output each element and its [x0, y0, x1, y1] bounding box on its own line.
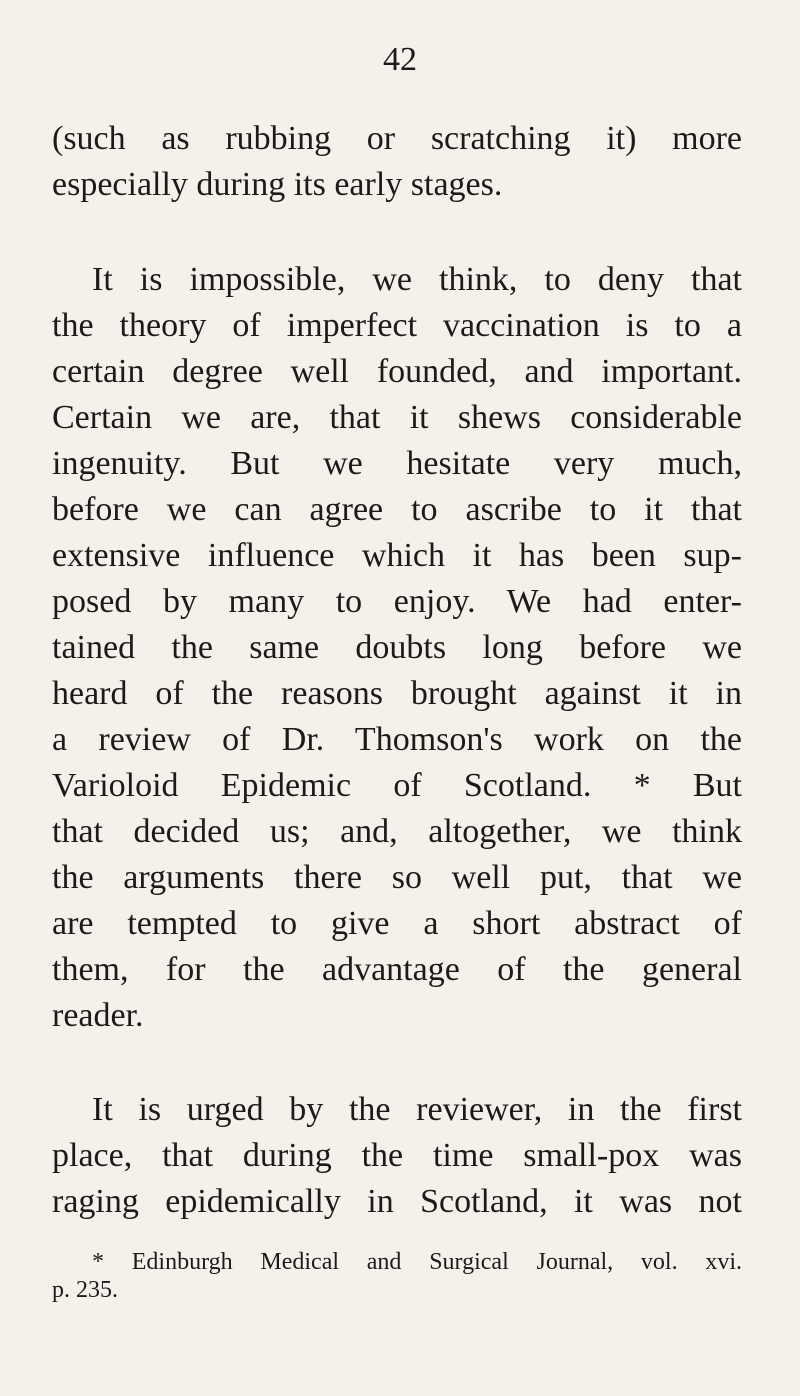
text-line: raging epidemically in Scotland, it was not	[52, 1183, 742, 1220]
footnote	[52, 1248, 742, 1304]
text-line: posed by many to enjoy. We had enter-	[52, 583, 742, 620]
text-line: heard of the reasons brought against it in	[52, 675, 742, 712]
text-line: extensive influence which it has been sup-	[52, 537, 742, 574]
text-line: the arguments there so well put, that we	[52, 859, 742, 896]
paragraph-3	[52, 1087, 742, 1225]
text-line: It is urged by the reviewer, in the first	[92, 1091, 742, 1128]
paragraph-1	[52, 116, 742, 208]
text-line: that decided us; and, altogether, we think	[52, 813, 742, 850]
paragraph-2	[52, 257, 742, 1039]
text-line: Certain we are, that it shews considerable	[52, 399, 742, 436]
text-line: them, for the advantage of the general	[52, 951, 742, 988]
text-line: the theory of imperfect vaccination is to a	[52, 307, 742, 344]
text-line: Varioloid Epidemic of Scotland. * But	[52, 767, 742, 804]
text-line: before we can agree to ascribe to it that	[52, 491, 742, 528]
text-line: (such as rubbing or scratching it) more	[52, 120, 742, 157]
text-line: certain degree well founded, and important.	[52, 353, 742, 390]
footnote-line: p. 235.	[52, 1277, 118, 1303]
text-line: It is impossible, we think, to deny that	[92, 261, 742, 298]
text-line: ingenuity. But we hesitate very much,	[52, 445, 742, 482]
footnote-line: * Edinburgh Medical and Surgical Journal, vol. xvi.	[92, 1249, 742, 1275]
page-number: 42	[383, 41, 417, 78]
body-text	[52, 116, 742, 1225]
text-line: reader.	[52, 997, 144, 1034]
text-line: tained the same doubts long before we	[52, 629, 742, 666]
text-line: are tempted to give a short abstract of	[52, 905, 742, 942]
text-line: especially during its early stages.	[52, 166, 503, 203]
text-line: place, that during the time small-pox was	[52, 1137, 742, 1174]
text-line: a review of Dr. Thomson's work on the	[52, 721, 742, 758]
